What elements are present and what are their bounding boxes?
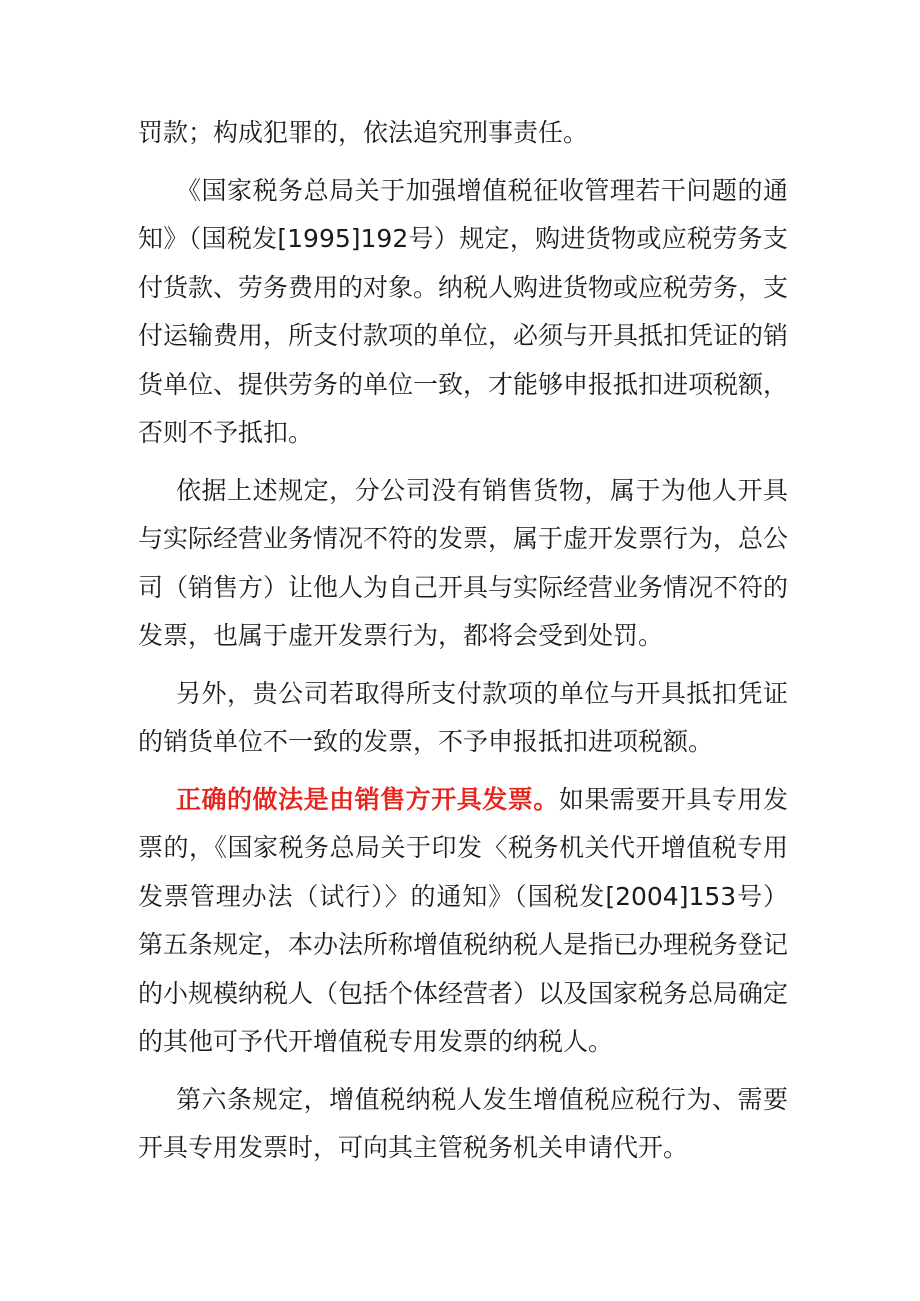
highlight-text: 正确的做法是由销售方开具发票。 — [176, 784, 559, 814]
document-body — [138, 109, 788, 1173]
paragraph-additional: 另外，贵公司若取得所支付款项的单位与开具抵扣凭证的销货单位不一致的发票，不予申报抵扣进项税额。 — [138, 678, 788, 756]
paragraph-correct-approach-text: 如果需要开具专用发票的，《国家税务总局关于印发〈税务机关代开增值税专用发票管理办法（试行）〉的通知》（国税发[2004]153号）第五条规定，本办法所称增值税纳税人是指已办理税务登记的小规模纳税人（包括个体经营者）以及国家税务总局确定的其他可予代开增值税专用发票的纳税人。 — [138, 784, 789, 1056]
paragraph-analysis: 依据上述规定，分公司没有销售货物，属于为他人开具与实际经营业务情况不符的发票，属于虚开发票行为，总公司（销售方）让他人为自己开具与实际经营业务情况不符的发票，也属于虚开发票行为，都将会受到处罚。 — [138, 475, 789, 650]
paragraph-article-six: 第六条规定，增值税纳税人发生增值税应税行为、需要开具专用发票时，可向其主管税务机关申请代开。 — [138, 1084, 788, 1162]
paragraph-notice-1995: 《国家税务总局关于加强增值税征收管理若干问题的通知》（国税发[1995]192号）规定，购进货物或应税劳务支付货款、劳务费用的对象。纳税人购进货物或应税劳务，支付运输费用，所支付款项的单位，必须与开具抵扣凭证的销货单位、提供劳务的单位一致，才能够申报抵扣进项税额，否则不予抵扣。 — [138, 175, 789, 447]
paragraph-correct-approach — [138, 776, 788, 1067]
paragraph-penalty: 罚款；构成犯罪的，依法追究刑事责任。 — [138, 118, 589, 147]
